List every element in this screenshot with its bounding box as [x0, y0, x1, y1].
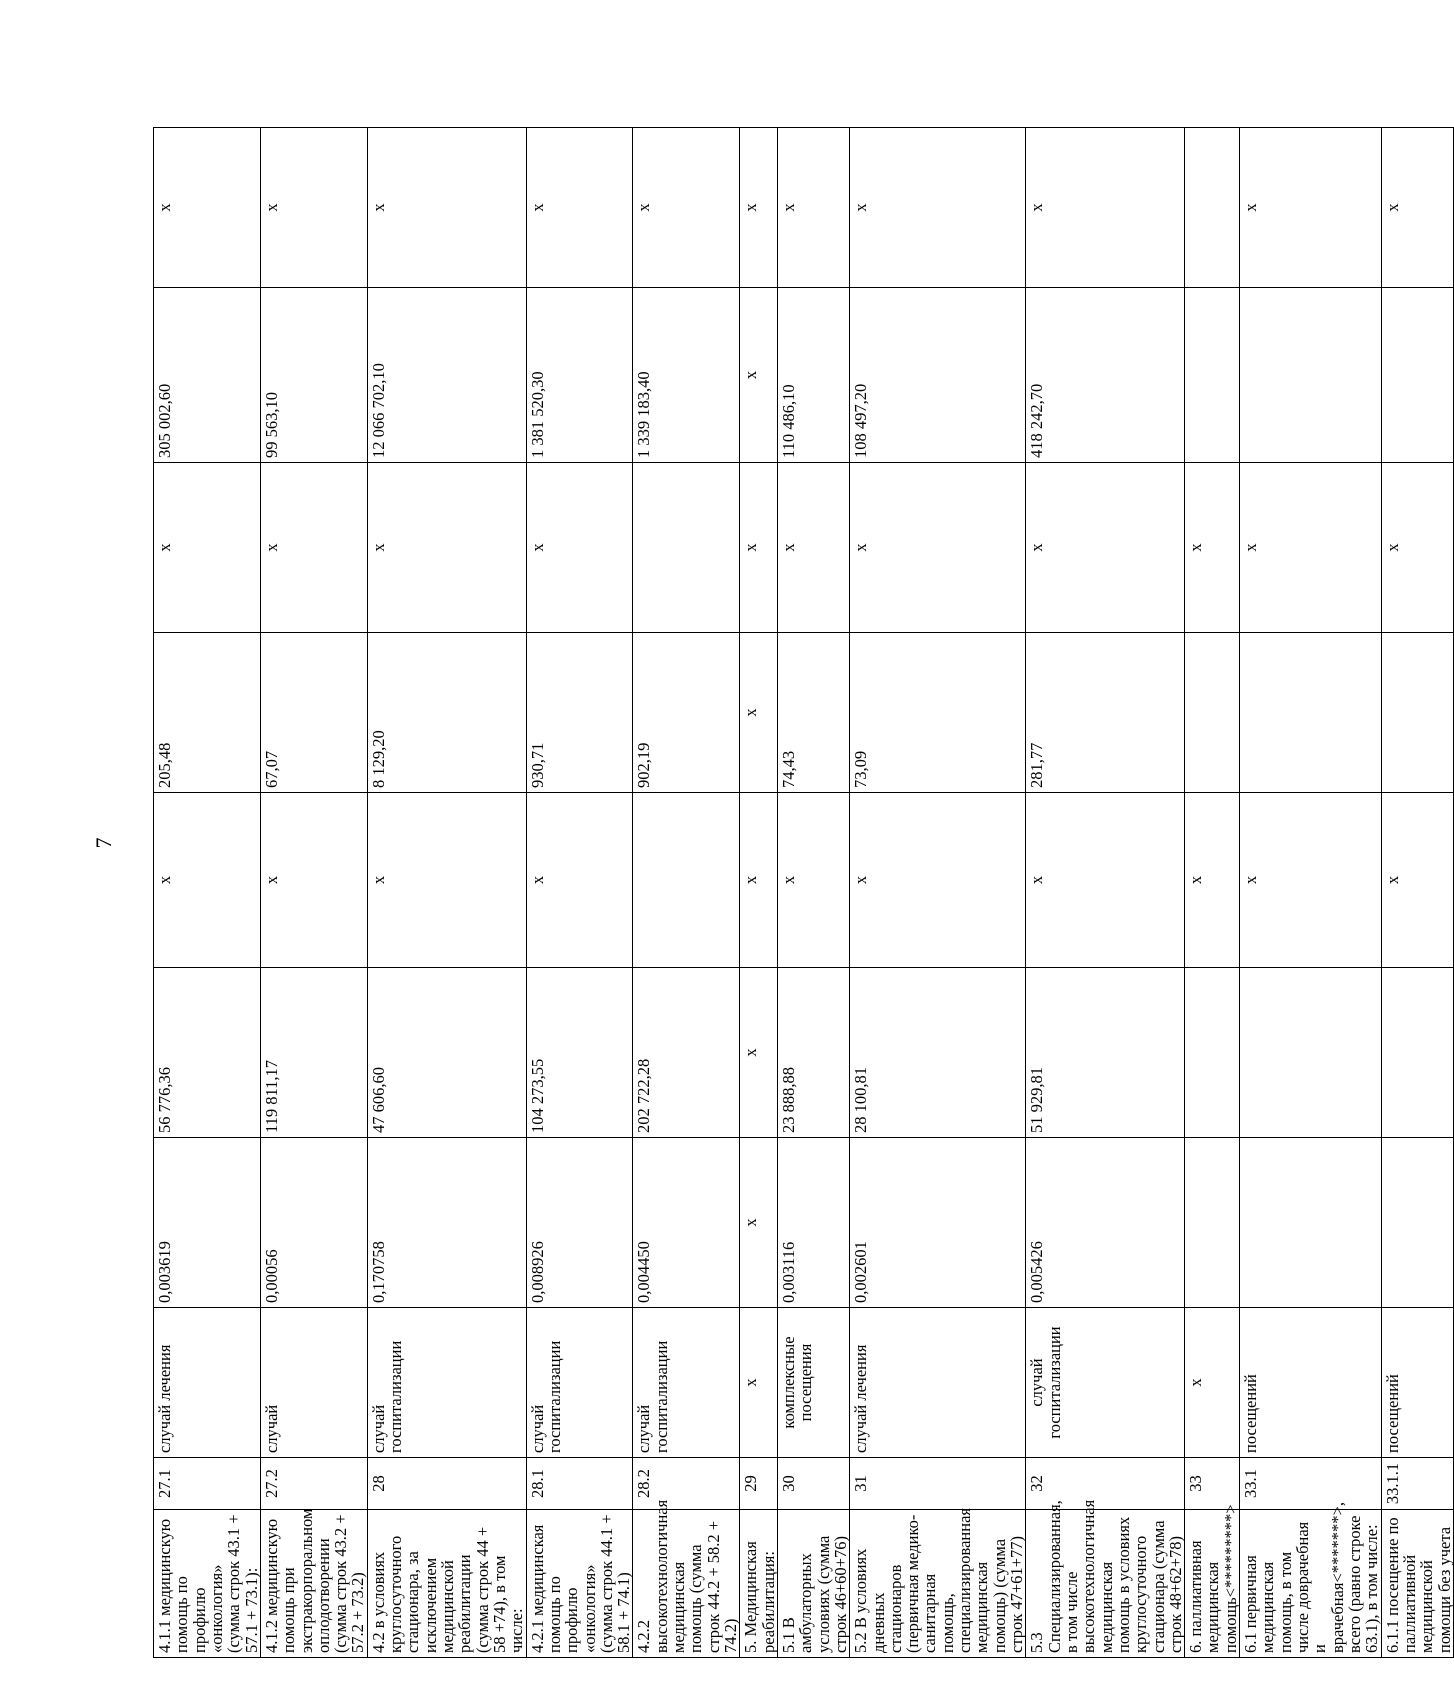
table-row	[633, 128, 740, 1658]
col8-cell: х	[1185, 463, 1240, 633]
norm-cost-cell	[1240, 968, 1382, 1138]
col8-cell: х	[1381, 463, 1453, 633]
col10-cell	[1185, 128, 1240, 288]
row-name-cell: 5.1 В амбулаторных условиях (сумма строк 46+60+76)	[777, 1510, 849, 1658]
col9-cell: 305 002,60	[154, 288, 261, 463]
col10-cell: х	[1381, 128, 1453, 288]
norm-cost-cell: 23 888,88	[777, 968, 849, 1138]
col8-cell	[633, 463, 740, 633]
norm-volume-cell: 0,002601	[850, 1138, 1026, 1308]
col6-cell: х	[367, 793, 526, 968]
col6-cell: х	[850, 793, 1026, 968]
table-row	[1240, 128, 1382, 1658]
table-row	[740, 128, 778, 1658]
unit-cell: посещений	[1240, 1308, 1382, 1458]
col8-cell: х	[526, 463, 633, 633]
norm-cost-cell	[1381, 968, 1453, 1138]
norm-cost-cell: 202 722,28	[633, 968, 740, 1138]
col9-cell	[1381, 288, 1453, 463]
page-number: 7	[91, 837, 116, 849]
col8-cell: х	[260, 463, 367, 633]
col7-cell	[1185, 633, 1240, 793]
table-row	[1381, 128, 1453, 1658]
col8-cell: х	[850, 463, 1026, 633]
row-name-cell: 4.1.1 медицинскую помощь по профилю «онкология» (сумма строк 43.1 + 57.1 + 73.1):	[154, 1510, 261, 1658]
row-name-cell: 4.2 в условиях круглосуточного стационара, за исключением медицинской реабилитации (сумма строк 44 + 58 +74), в том числе:	[367, 1510, 526, 1658]
col10-cell: х	[633, 128, 740, 288]
col7-cell: 281,77	[1026, 633, 1185, 793]
row-name-cell: 5. Медицинская реабилитация:	[740, 1510, 778, 1658]
col7-cell: 205,48	[154, 633, 261, 793]
col9-cell: 108 497,20	[850, 288, 1026, 463]
norm-cost-cell: 119 811,17	[260, 968, 367, 1138]
norm-cost-cell: х	[740, 968, 778, 1138]
col7-cell: 74,43	[777, 633, 849, 793]
col10-cell: х	[367, 128, 526, 288]
unit-cell: х	[740, 1308, 778, 1458]
row-name-cell: 4.2.2 высокотехнологичная медицинская помощь (сумма строк 44.2 + 58.2 + 74.2)	[633, 1510, 740, 1658]
norm-volume-cell: 0,004450	[633, 1138, 740, 1308]
norm-cost-cell: 56 776,36	[154, 968, 261, 1138]
norm-volume-cell: 0,170758	[367, 1138, 526, 1308]
row-name-cell: 6.1 первичная медицинская помощь, в том числе доврачебная и врачебная<*******>, всего (равно строке 63.1), в том числе:	[1240, 1510, 1382, 1658]
table-row	[526, 128, 633, 1658]
col6-cell: х	[1381, 793, 1453, 968]
norm-volume-cell	[1185, 1138, 1240, 1308]
col9-cell: 110 486,10	[777, 288, 849, 463]
table-row	[260, 128, 367, 1658]
table-row	[154, 128, 261, 1658]
unit-cell: случай лечения	[850, 1308, 1026, 1458]
col9-cell	[1240, 288, 1382, 463]
table-row	[1026, 128, 1185, 1658]
unit-cell: случай госпитализации	[633, 1308, 740, 1458]
table-row	[367, 128, 526, 1658]
norm-volume-cell: 0,008926	[526, 1138, 633, 1308]
col9-cell: х	[740, 288, 778, 463]
norm-volume-cell: 0,005426	[1026, 1138, 1185, 1308]
col10-cell: х	[526, 128, 633, 288]
row-name-cell: 4.2.1 медицинская помощь по профилю «онкология» (сумма строк 44.1 + 58.1 + 74.1)	[526, 1510, 633, 1658]
row-number-cell: 28.2	[633, 1458, 740, 1510]
table-row	[777, 128, 849, 1658]
col6-cell: х	[154, 793, 261, 968]
row-number-cell: 31	[850, 1458, 1026, 1510]
col7-cell: 67,07	[260, 633, 367, 793]
norm-cost-cell: 28 100,81	[850, 968, 1026, 1138]
norm-volume-cell: 0,003116	[777, 1138, 849, 1308]
col8-cell: х	[367, 463, 526, 633]
norm-volume-cell: 0,00056	[260, 1138, 367, 1308]
row-number-cell: 28	[367, 1458, 526, 1510]
norm-volume-cell: х	[740, 1138, 778, 1308]
norm-cost-cell: 104 273,55	[526, 968, 633, 1138]
col9-cell	[1185, 288, 1240, 463]
col7-cell: 8 129,20	[367, 633, 526, 793]
col6-cell: х	[1026, 793, 1185, 968]
row-number-cell: 32	[1026, 1458, 1185, 1510]
norm-cost-cell: 47 606,60	[367, 968, 526, 1138]
row-number-cell: 30	[777, 1458, 849, 1510]
row-number-cell: 33.1.1	[1381, 1458, 1453, 1510]
row-name-cell: 5.2 В условиях дневных стационаров (первичная медико-санитарная помощь, специализированная медицинская помощь) (сумма строк 47+61+77)	[850, 1510, 1026, 1658]
unit-cell: случай лечения	[154, 1308, 261, 1458]
unit-cell: случай госпитализации	[1026, 1308, 1185, 1458]
norm-volume-cell	[1240, 1138, 1382, 1308]
col7-cell: 902,19	[633, 633, 740, 793]
col6-cell	[633, 793, 740, 968]
col6-cell: х	[1185, 793, 1240, 968]
col7-cell: х	[740, 633, 778, 793]
rotated-table-frame	[153, 128, 1454, 1658]
col10-cell: х	[260, 128, 367, 288]
unit-cell: посещений	[1381, 1308, 1453, 1458]
row-number-cell: 27.1	[154, 1458, 261, 1510]
col10-cell: х	[154, 128, 261, 288]
col10-cell: х	[740, 128, 778, 288]
col7-cell	[1240, 633, 1382, 793]
col8-cell: х	[1240, 463, 1382, 633]
data-table	[153, 127, 1454, 1658]
table-row	[850, 128, 1026, 1658]
col8-cell: х	[777, 463, 849, 633]
row-name-cell: 5.3 Специализированная, в том числе высокотехнологичная медицинская помощь в условиях круглосуточного стационара (сумма строк 48+62+78)	[1026, 1510, 1185, 1658]
row-number-cell: 29	[740, 1458, 778, 1510]
row-number-cell: 33	[1185, 1458, 1240, 1510]
col9-cell: 99 563,10	[260, 288, 367, 463]
row-name-cell: 6.1.1 посещение по паллиативной медицинской помощи без учета	[1381, 1510, 1453, 1658]
col8-cell: х	[1026, 463, 1185, 633]
col10-cell: х	[1240, 128, 1382, 288]
col6-cell: х	[526, 793, 633, 968]
col7-cell	[1381, 633, 1453, 793]
norm-volume-cell	[1381, 1138, 1453, 1308]
unit-cell: случай госпитализации	[526, 1308, 633, 1458]
row-name-cell: 4.1.2 медицинскую помощь при экстракорпоральном оплодотворении (сумма строк 43.2 + 57.2 + 73.2)	[260, 1510, 367, 1658]
unit-cell: комплексные посещения	[777, 1308, 849, 1458]
norm-volume-cell: 0,003619	[154, 1138, 261, 1308]
col9-cell: 12 066 702,10	[367, 288, 526, 463]
unit-cell: случай госпитализации	[367, 1308, 526, 1458]
row-name-cell: 6. паллиативная медицинская помощь<*********>	[1185, 1510, 1240, 1658]
col6-cell: х	[1240, 793, 1382, 968]
col7-cell: 73,09	[850, 633, 1026, 793]
col10-cell: х	[1026, 128, 1185, 288]
col10-cell: х	[850, 128, 1026, 288]
unit-cell: х	[1185, 1308, 1240, 1458]
col10-cell: х	[777, 128, 849, 288]
row-number-cell: 33.1	[1240, 1458, 1382, 1510]
col6-cell: х	[260, 793, 367, 968]
col9-cell: 1 381 520,30	[526, 288, 633, 463]
unit-cell: случай	[260, 1308, 367, 1458]
norm-cost-cell	[1185, 968, 1240, 1138]
row-number-cell: 27.2	[260, 1458, 367, 1510]
norm-cost-cell: 51 929,81	[1026, 968, 1185, 1138]
col7-cell: 930,71	[526, 633, 633, 793]
col8-cell: х	[154, 463, 261, 633]
table-row	[1185, 128, 1240, 1658]
col8-cell: х	[740, 463, 778, 633]
table-body	[154, 128, 1454, 1658]
col9-cell: 1 339 183,40	[633, 288, 740, 463]
row-number-cell: 28.1	[526, 1458, 633, 1510]
col6-cell: х	[777, 793, 849, 968]
col6-cell: х	[740, 793, 778, 968]
col9-cell: 418 242,70	[1026, 288, 1185, 463]
